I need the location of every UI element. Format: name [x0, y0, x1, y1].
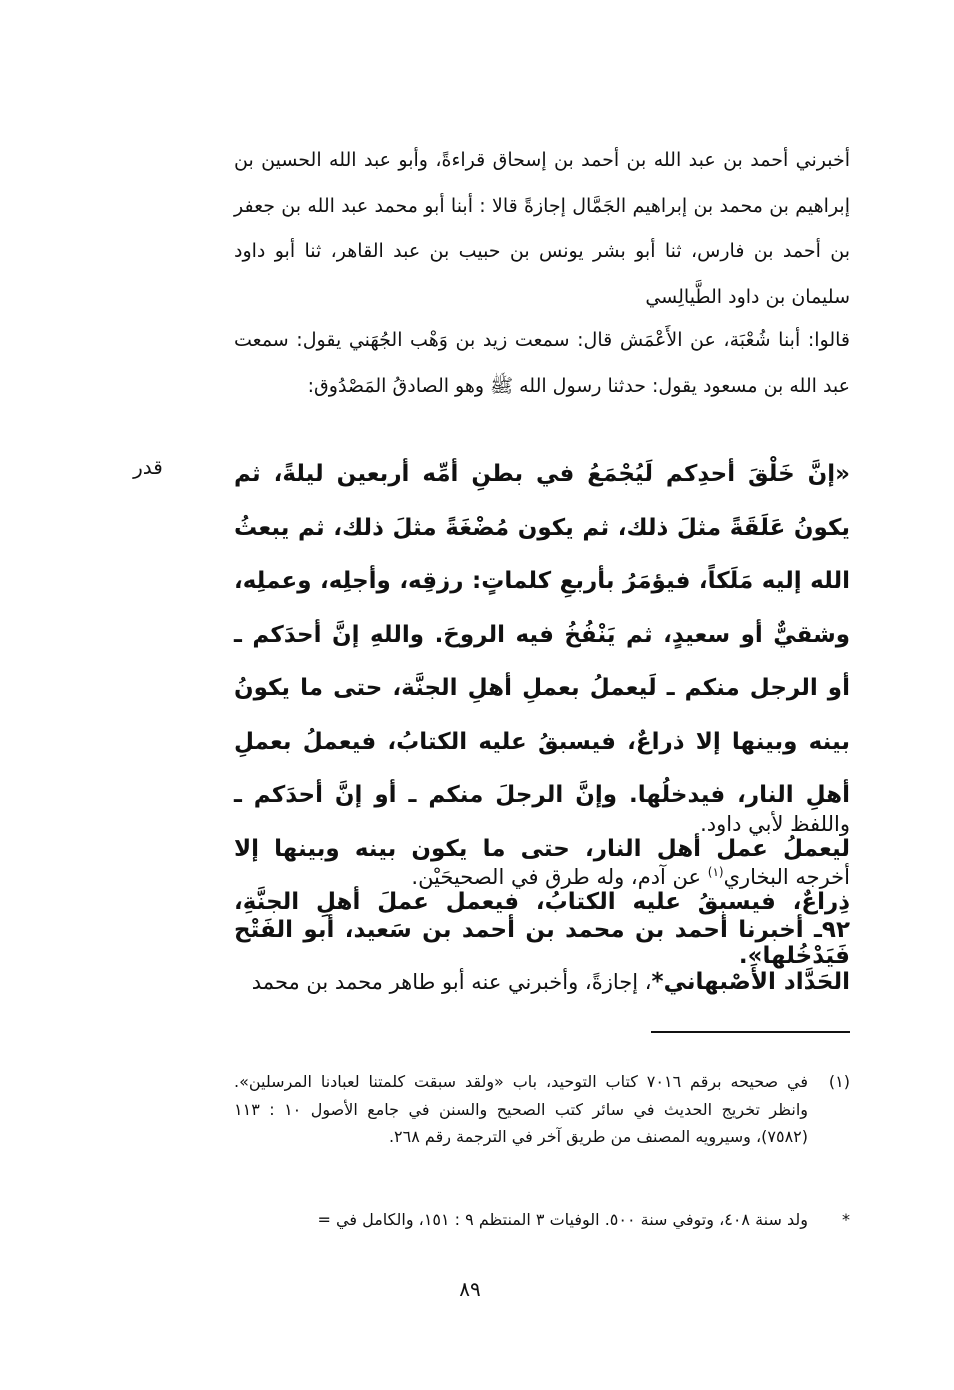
footnote-reference: (١) — [707, 865, 724, 879]
takhrij-text-before: أخرجه البخاري — [723, 865, 850, 889]
footnote-2-text: ولد سنة ٤٠٨، وتوفي سنة ٥٠٠. الوفيات ٣ المنتظم ٩ : ١٥١، والكامل في = — [317, 1210, 808, 1229]
footnote-2 — [234, 1206, 850, 1234]
footnote-1-text: في صحيحه برقم ٧٠١٦ كتاب التوحيد، باب «ولقد سبقت كلمتنا لعبادنا المرسلين». وانظر تخريج الحديث في سائر كتب الصحيح والسنن في جامع الأصول ١٠ : ١١٣ (٧٥٨٢)، وسيرويه المصنف من طريق آخر في الترجمة رقم ٢٦٨. — [234, 1072, 809, 1146]
footnote-2-mark: * — [842, 1210, 850, 1229]
narration-intro-paragraph: قالوا: أبنا شُعْبَة، عن الأَعْمَش قال: سمعت زيد بن وَهْب الجُهَني يقول: سمعت عبد الله بن مسعود يقول: حدثنا رسول الله ﷺ وهو الصادقُ المَصْدُوق: — [234, 329, 850, 397]
wording-note: واللفظ لأبي داود. — [700, 812, 850, 836]
isnad-paragraph: أخبرني أحمد بن عبد الله بن أحمد بن إسحاق قراءةً، وأبو عبد الله الحسين بن إبراهيم بن محمد بن إبراهيم الجَمَّال إجازةً قالا : أبنا أبو محمد عبد الله بن جعفر بن أحمد بن فارس، ثنا أبو بشر يونس بن حبيب بن عبد القاهر، ثنا أبو داود سليمان بن داود الطَّيالِسي — [234, 149, 850, 308]
entry-92-star-mark: * — [651, 969, 664, 995]
entry-92-continuation: ، إجازةً، وأخبرني عنه أبو طاهر محمد بن محمد — [251, 970, 652, 994]
takhrij-line — [234, 848, 850, 901]
hadith-text: «إنَّ خَلْقَ أحدِكم لَيُجْمَعُ في بطنِ أمِّه أربعين ليلةً، ثم يكونُ عَلَقَةً مثلَ ذلك، ثم يكون مُضْغَةً مثلَ ذلك، ثم يبعثُ الله إليه مَلَكاً، فيؤمَرُ بأربعِ كلماتٍ: رزقِه، وأجلِه، وعملِه، وشقيٌّ أو سعيدٍ، ثم يَنْفُخُ فيه الروحَ. واللهِ إنَّ أحدَكم ـ أو الرجل منكم ـ لَيعملُ بعملِ أهلِ الجنَّة، حتى ما يكونُ بينه وبينها إلا ذراعٌ، فيسبقُ عليه الكتابُ، فيعملُ بعملِ أهلِ النار، فيدخلُها. وإنَّ الرجلَ منكم ـ أو إنَّ أحدَكم ـ ليعملُ عمل أهل النار، حتى ما يكون بينه وبينها إلا ذِراعٌ، فيسبقُ عليه الكتابُ، فيعمل عملَ أهلِ الجنَّةِ، فَيَدْخُلها». — [234, 461, 850, 969]
page-number: ٨٩ — [459, 1277, 481, 1301]
margin-topic-note: قدر — [133, 455, 163, 479]
takhrij-text-after: عن آدم، وله طرق في الصحيحَيْن. — [411, 865, 708, 889]
footnote-1-mark: (١) — [828, 1072, 850, 1091]
footnote-1 — [234, 1068, 850, 1151]
entry-92-heading: ٩٢ـ أخبرنا أحمد بن محمد بن أحمد بن سَعيد، أبو الفَتْح الحَدَّاد الأَصْبهاني — [234, 917, 850, 995]
entry-92 — [234, 904, 850, 1008]
footnote-separator — [651, 1031, 850, 1033]
